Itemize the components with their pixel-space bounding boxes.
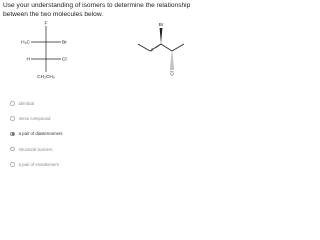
option-label: identical [18, 101, 35, 107]
radio-button[interactable] [10, 132, 15, 137]
option-label: structural isomers [18, 146, 53, 152]
option-label: meso compound [18, 116, 51, 122]
fischer-left-lower-substituent: H [26, 57, 30, 63]
fischer-right-upper-substituent: Br [62, 40, 67, 46]
radio-button[interactable] [10, 162, 15, 167]
option-enantiomers[interactable] [10, 157, 190, 172]
radio-button[interactable] [10, 101, 15, 106]
fischer-top-substituent: F [44, 21, 48, 27]
bond-f [155, 44, 161, 48]
radio-button[interactable] [10, 147, 15, 152]
molecule-structures-diagram [0, 18, 200, 90]
option-meso-compound[interactable] [10, 111, 190, 126]
question-text: Use your understanding of isomers to determine the relationship between the two molecules below. [3, 2, 191, 18]
wedge-bond-br [160, 28, 163, 44]
fischer-projection [21, 21, 67, 81]
carbon-chain-line [138, 44, 184, 51]
hashed-bond-cl [170, 53, 174, 69]
fischer-right-lower-substituent: Cl [62, 57, 67, 63]
skeletal-structure [138, 22, 184, 76]
fischer-left-upper-substituent: H₃C [21, 40, 30, 46]
skeletal-f-label: F [151, 47, 154, 53]
radio-button[interactable] [10, 116, 15, 121]
option-label: a pair of enantiomers [18, 161, 59, 167]
fischer-bottom-substituent: CH₂CH₃ [37, 75, 55, 80]
skeletal-cl-label: Cl [169, 71, 175, 76]
answer-options [10, 96, 190, 172]
option-label: a pair of diastereomers [18, 131, 63, 137]
option-diastereomers[interactable] [10, 126, 190, 141]
option-structural-isomers[interactable] [10, 142, 190, 157]
option-identical[interactable] [10, 96, 190, 111]
skeletal-br-label: Br [158, 22, 164, 27]
